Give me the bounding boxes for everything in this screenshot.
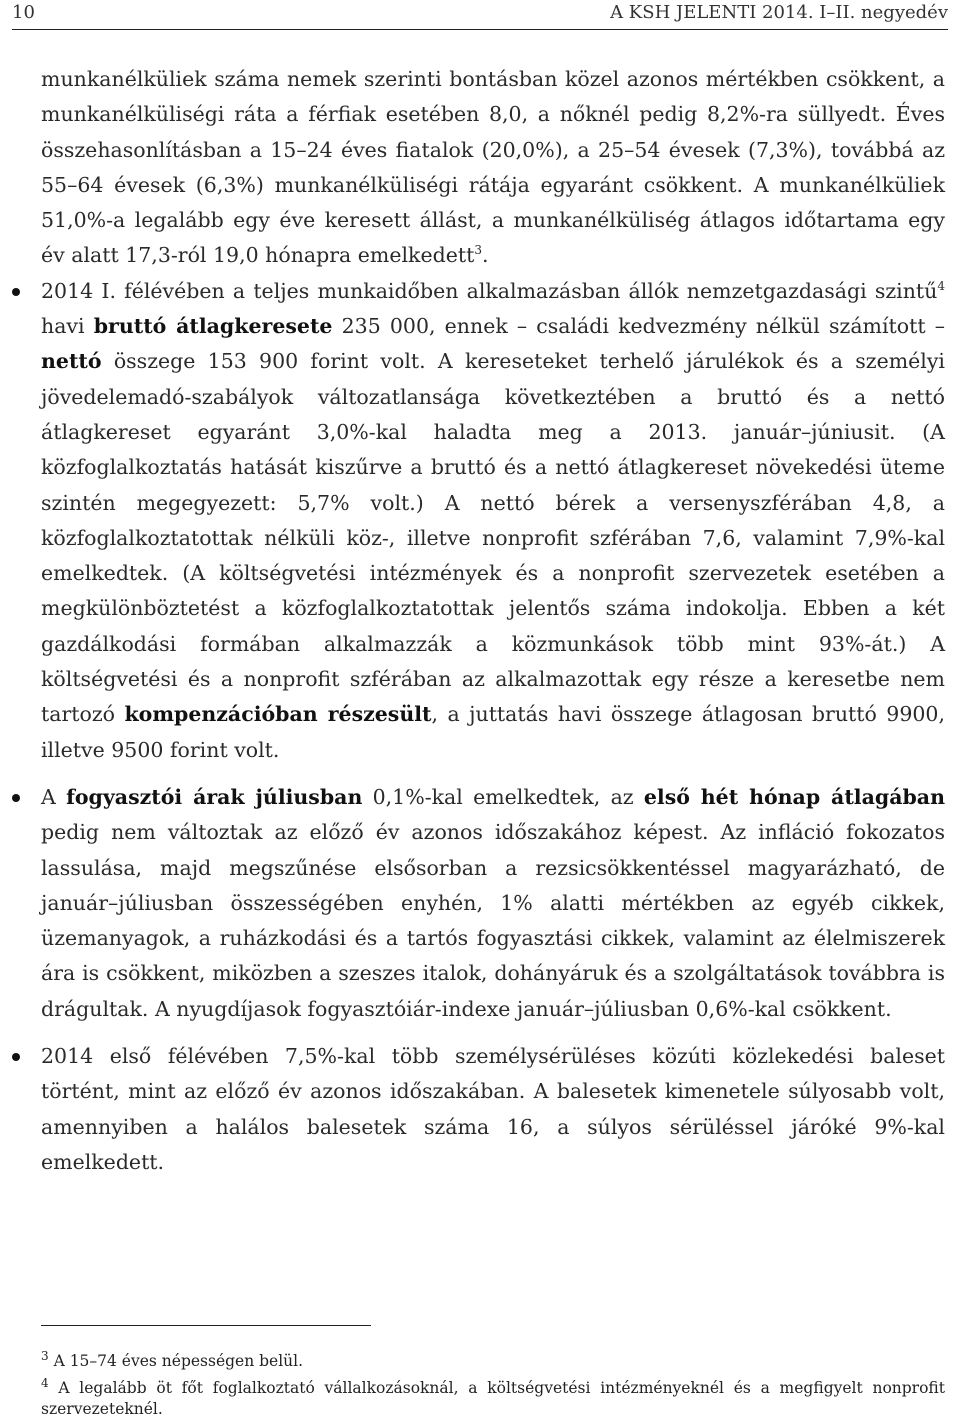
header-rule <box>12 29 948 30</box>
main-content <box>41 62 945 1180</box>
footnote-3: $^3$ A 15–74 éves népességen belül. <box>41 1348 304 1370</box>
bold-term: kompenzációban részesült <box>124 702 432 727</box>
page-number: 10 <box>12 2 35 23</box>
bold-term: bruttó átlagkeresete <box>93 314 333 339</box>
bold-term: első hét hónap átlagában <box>643 784 945 809</box>
bullet-consumer-prices: A fogyasztói árak júliusban 0,1%-kal emelkedtek, az első hét hónap átlagában pedig nem változtak az előző év azonos időszakához képest. Az infláció fokozatos lassulása, majd megszűnése elsősorban a rezsicsökkentéssel magyarázható, de január–júliusban összességében enyhén, 1% alatti mértékben az egyéb cikkek, üzemanyagok, a ruházkodási és a tartós fogyasztási cikkek, valamint az élelmiszerek ára is csökkent, miközben a szeszes italok, dohányáruk és a szolgáltatások továbbra is drágultak. A nyugdíjasok fogyasztóiár-indexe január–júliusban 0,6%-kal csökkent. <box>41 780 945 1027</box>
footnote-4: $^4$ A legalább öt főt foglalkoztató vállalkozásoknál, a költségvetési intézményeknél és a megfigyelt nonprofit szervezeteknél. <box>41 1375 945 1418</box>
paragraph-continuation: munkanélküliek száma nemek szerinti bontásban közel azonos mértékben csökkent, a munkanélküliségi ráta a férfiak esetében 8,0, a nőknél pedig 8,2%-ra süllyedt. Éves összehasonlításban a 15–24 éves fiatalok (20,0%), a 25–54 évesek (7,3%), továbbá az 55–64 évesek (6,3%) munkanélküliségi rátája egyaránt csökkent. A munkanélküliek 51,0%-a legalább egy éve keresett állást, a munkanélküliség átlagos időtartama egy év alatt 17,3-ról 19,0 hónapra emelkedett$^3$. <box>41 67 945 268</box>
bullet-dot <box>12 794 20 802</box>
footnote-ref-4: 4 <box>937 278 945 293</box>
running-title: A KSH JELENTI 2014. I–II. negyedév <box>610 2 948 23</box>
bullet-earnings: 2014 I. félévében a teljes munkaidőben alkalmazásban állók nemzetgazdasági szintű$^4$ havi bruttó átlagkeresete 235 000, ennek – családi kedvezmény nélkül számított – nettó összege 153 900 forint volt. A kereseteket terhelő járulékok és a személyi jövedelemadó-szabályok változatlansága következtében a bruttó és a nettó átlagkereset egyaránt 3,0%-kal haladta meg a 2013. január–júniusit. (A közfoglalkoztatás hatását kiszűrve a bruttó és a nettó átlagkereset növekedési üteme szintén megegyezett: 5,7% volt.) A nettó bérek a versenyszférában 4,8, a közfoglalkoztatottak nélküli köz-, illetve nonprofit szférában 7,6, valamint 7,9%-kal emelkedtek. (A költségvetési intézmények és a nonprofit szervezetek esetében a megkülönböztetést a közfoglalkoztatottak jelentős száma indokolja. Ebben a két gazdálkodási formában alkalmazzák a közmunkások több mint 93%-át.) A költségvetési és a nonprofit szférában az alkalmazottak egy része a keresetbe nem tartozó kompenzációban részesült, a juttatás havi összege átlagosan bruttó 9900, illetve 9500 forint volt. <box>41 274 945 768</box>
footnote-ref-3: 3 <box>474 243 482 258</box>
bold-term: nettó <box>41 349 102 374</box>
bullet-dot <box>12 288 20 296</box>
bold-term: fogyasztói árak júliusban <box>66 784 363 809</box>
bullet-road-accidents: 2014 első félévében 7,5%-kal több személysérüléses közúti közlekedési baleset történt, mint az előző év azonos időszakában. A balesetek kimenetele súlyosabb volt, amennyiben a halálos balesetek száma 16, a súlyos sérüléssel járóké 9%-kal emelkedett. <box>41 1039 945 1180</box>
bullet-dot <box>12 1053 20 1061</box>
footnotes <box>41 1348 945 1420</box>
footnote-rule <box>41 1325 371 1326</box>
page-header <box>12 0 948 30</box>
